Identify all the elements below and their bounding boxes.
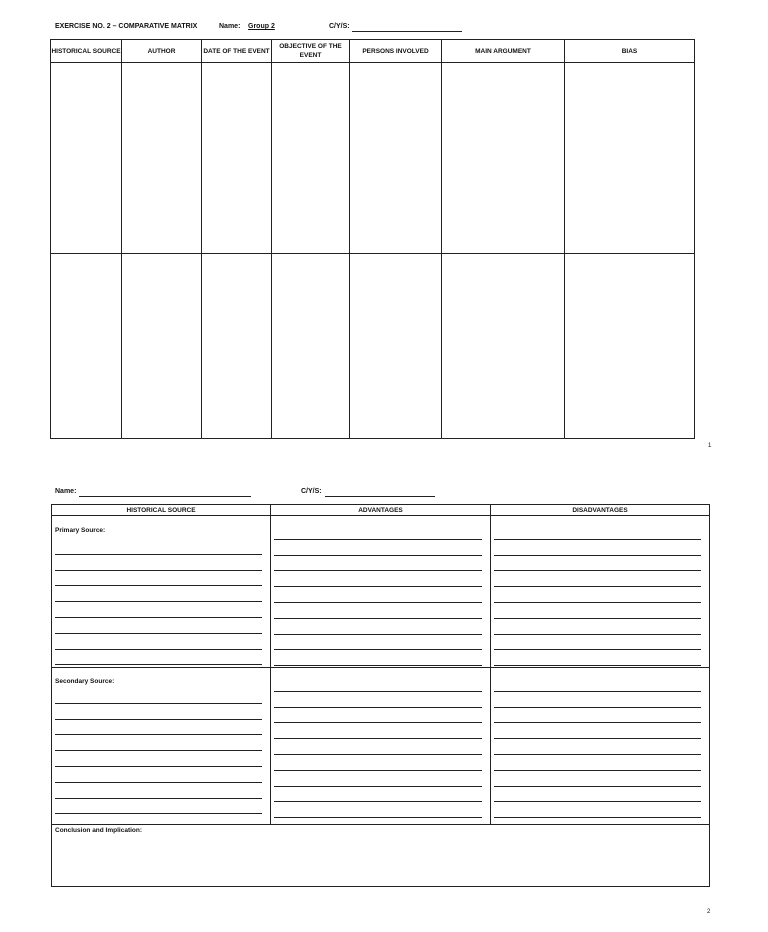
secondary-disadvantages-lines[interactable] — [494, 676, 701, 818]
primary-disadvantages-lines[interactable] — [494, 524, 701, 666]
matrix-header-row — [51, 40, 695, 63]
matrix-cell[interactable] — [51, 63, 122, 254]
name-value[interactable]: Group 2 — [248, 23, 275, 30]
worksheet-title: EXERCISE NO. 2 – COMPARATIVE MATRIX — [55, 23, 198, 30]
secondary-advantages-cell[interactable] — [271, 668, 491, 825]
matrix-row-2 — [51, 254, 695, 439]
col-historical-source: HISTORICAL SOURCE — [51, 40, 122, 63]
page-number-1: 1 — [708, 443, 712, 449]
secondary-source-label: Secondary Source: — [55, 678, 115, 685]
cys-blank-2[interactable] — [325, 488, 435, 497]
primary-disadvantages-cell[interactable] — [491, 516, 710, 668]
secondary-disadvantages-cell[interactable] — [491, 668, 710, 825]
col-objective-of-event: OBJECTIVE OF THE EVENT — [272, 40, 350, 63]
name-blank-2[interactable] — [79, 488, 251, 497]
cys-label-2: C/Y/S: — [301, 488, 322, 495]
name-label-2: Name: — [55, 488, 77, 495]
matrix-cell[interactable] — [442, 63, 565, 254]
conclusion-row — [52, 825, 710, 887]
cys-blank[interactable] — [352, 23, 462, 32]
primary-source-row — [52, 516, 710, 668]
matrix-row-1 — [51, 63, 695, 254]
primary-source-cell[interactable] — [52, 516, 271, 668]
matrix-cell[interactable] — [122, 254, 202, 439]
col-date-of-event: DATE OF THE EVENT — [202, 40, 272, 63]
matrix-cell[interactable] — [442, 254, 565, 439]
comparative-matrix — [50, 39, 695, 439]
primary-advantages-lines[interactable] — [274, 524, 482, 666]
primary-advantages-cell[interactable] — [271, 516, 491, 668]
matrix-cell[interactable] — [202, 63, 272, 254]
col-bias: BIAS — [565, 40, 695, 63]
col-disadvantages: DISADVANTAGES — [491, 505, 710, 516]
matrix-cell[interactable] — [350, 63, 442, 254]
cys-label: C/Y/S: — [329, 23, 350, 30]
matrix-cell[interactable] — [350, 254, 442, 439]
secondary-source-row — [52, 668, 710, 825]
col-main-argument: MAIN ARGUMENT — [442, 40, 565, 63]
t2-header-row — [52, 505, 710, 516]
col-advantages: ADVANTAGES — [271, 505, 491, 516]
page-number-2: 2 — [707, 909, 711, 915]
matrix-cell[interactable] — [565, 254, 695, 439]
col-author: AUTHOR — [122, 40, 202, 63]
primary-source-label: Primary Source: — [55, 527, 106, 534]
name-label: Name: — [219, 23, 241, 30]
col-persons-involved: PERSONS INVOLVED — [350, 40, 442, 63]
matrix-cell[interactable] — [122, 63, 202, 254]
col-historical-source-2: HISTORICAL SOURCE — [52, 505, 271, 516]
matrix-cell[interactable] — [202, 254, 272, 439]
primary-source-lines[interactable] — [55, 539, 262, 665]
conclusion-cell[interactable] — [52, 825, 710, 887]
matrix-cell[interactable] — [565, 63, 695, 254]
matrix-cell[interactable] — [272, 63, 350, 254]
secondary-advantages-lines[interactable] — [274, 676, 482, 818]
source-evaluation-table — [51, 504, 710, 887]
secondary-source-lines[interactable] — [55, 688, 262, 814]
matrix-cell[interactable] — [272, 254, 350, 439]
secondary-source-cell[interactable] — [52, 668, 271, 825]
conclusion-label: Conclusion and Implication: — [55, 827, 143, 834]
matrix-cell[interactable] — [51, 254, 122, 439]
